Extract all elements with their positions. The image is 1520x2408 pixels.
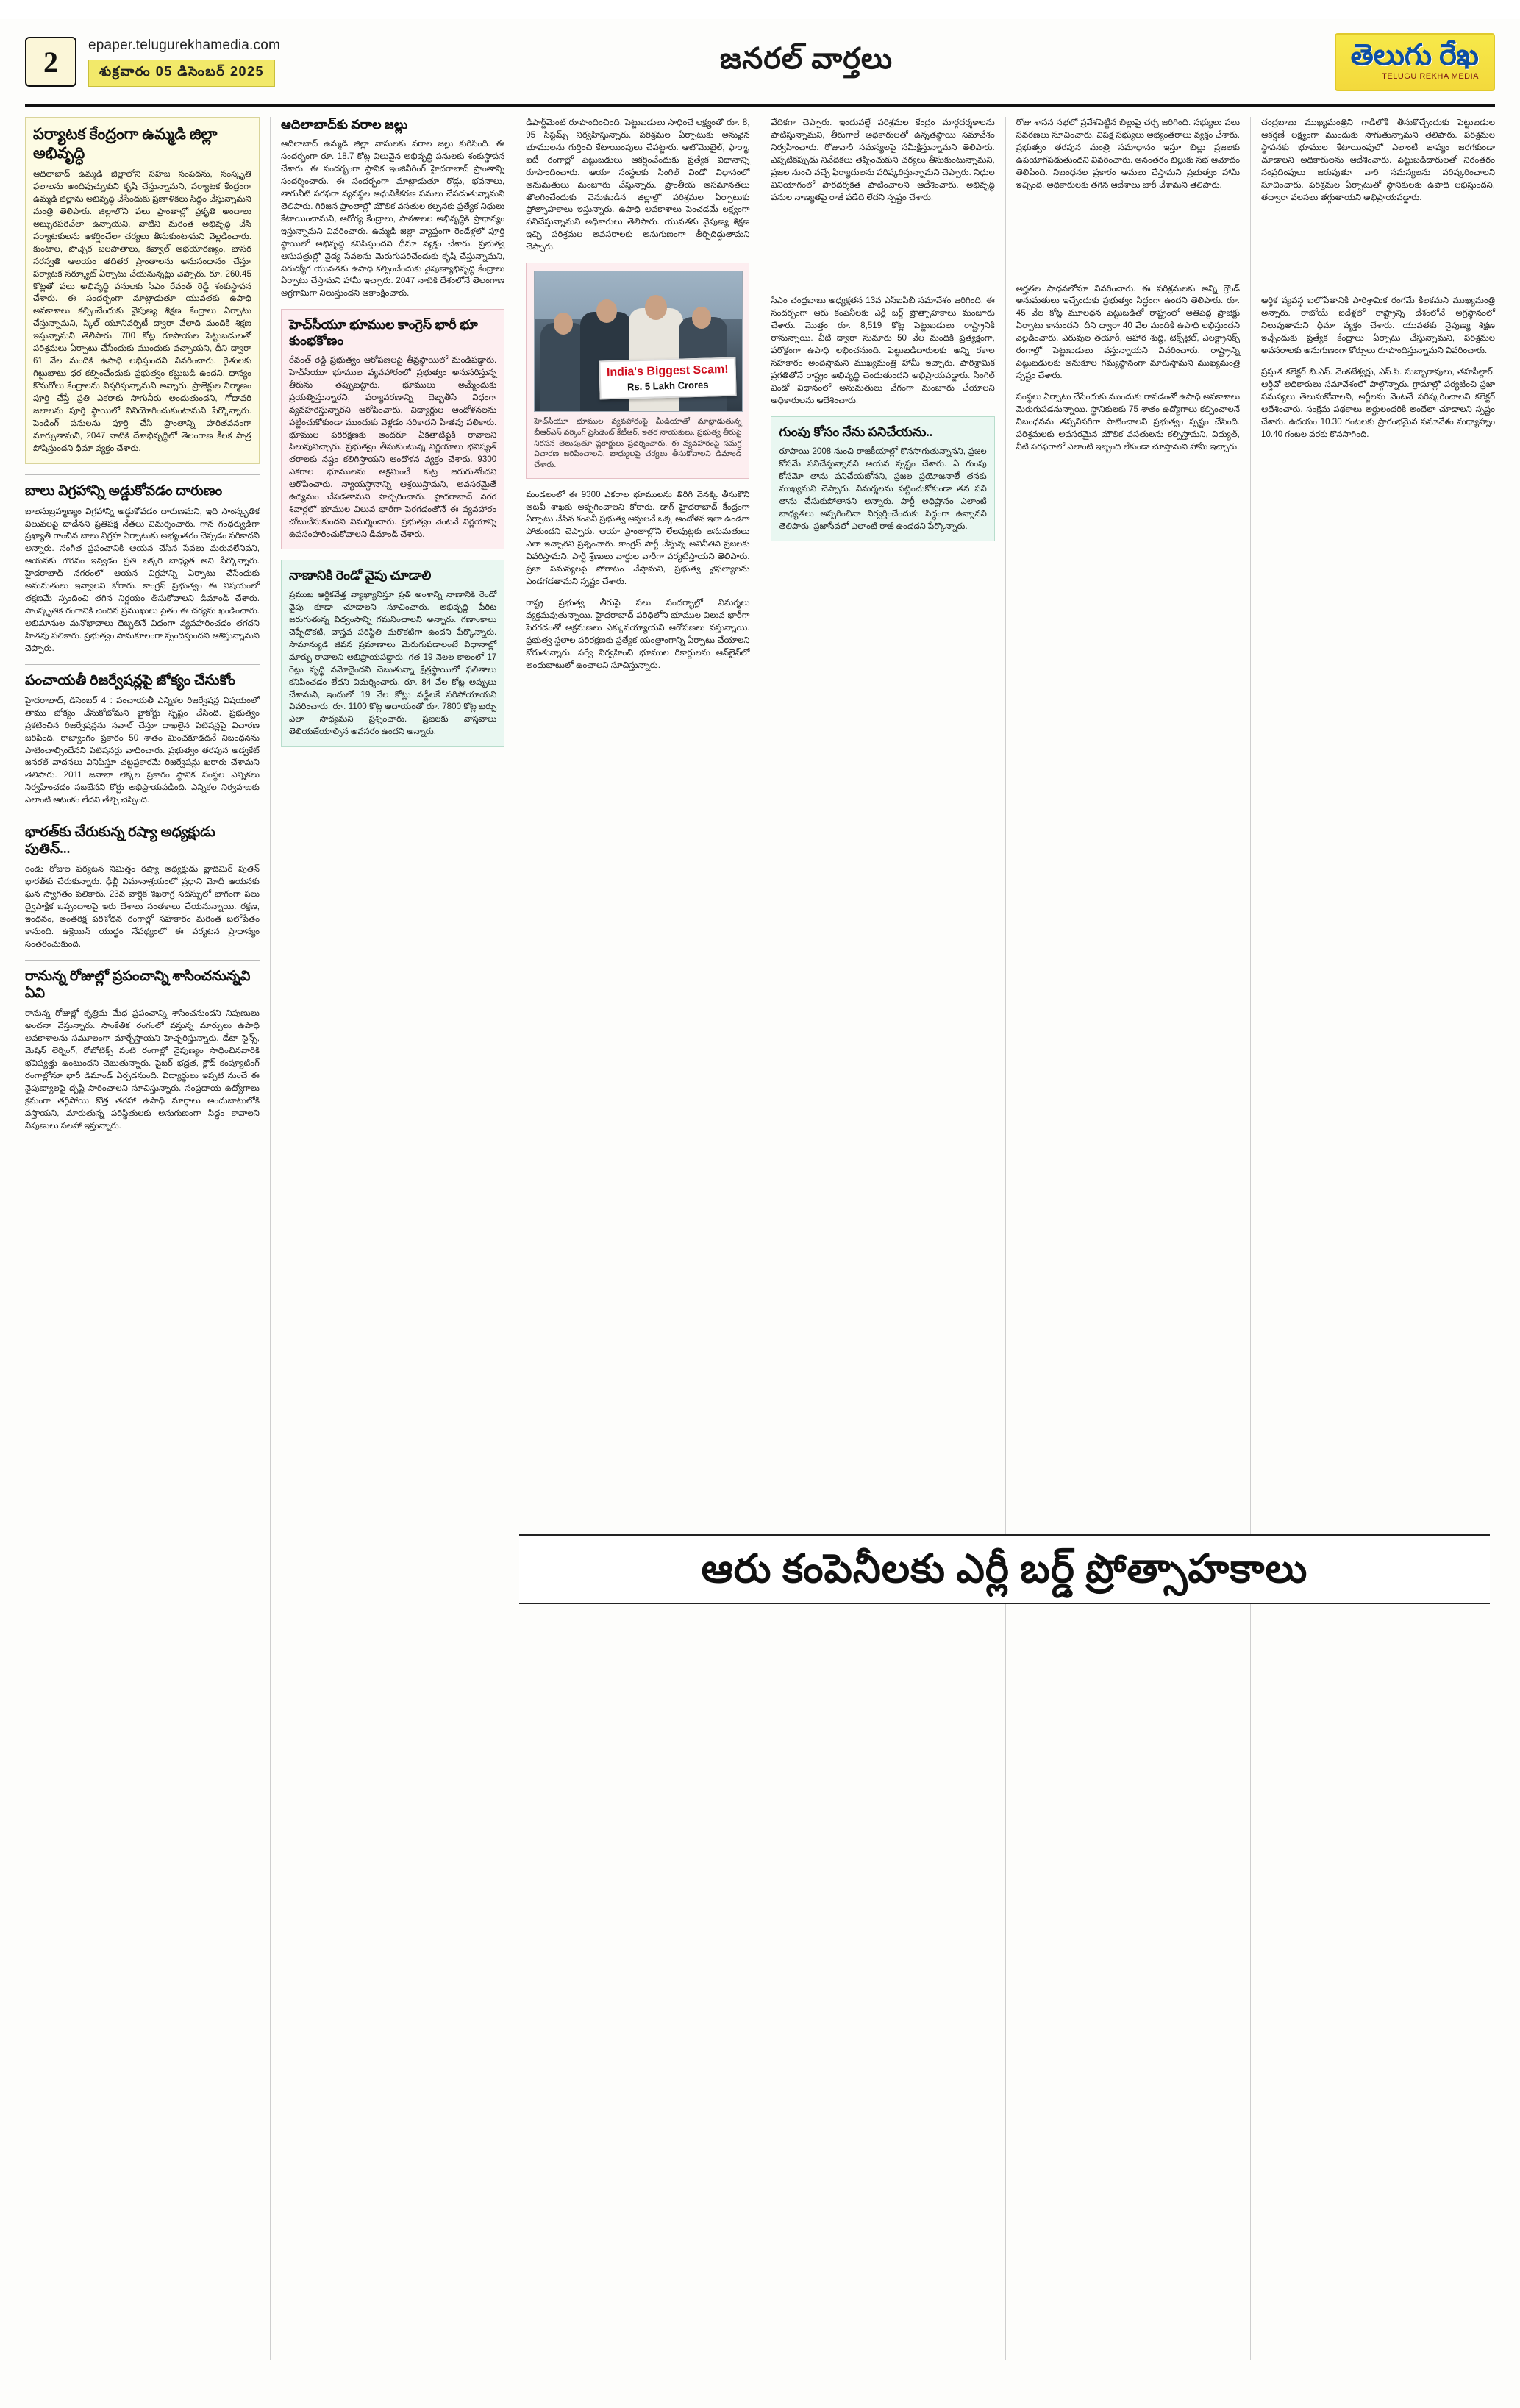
article-tourism-development	[25, 117, 260, 464]
article-body: ప్రముఖ ఆర్థికవేత్త వ్యాఖ్యానిస్తూ ప్రతి అంశాన్ని నాణానికి రెండో వైపు కూడా చూడాలని సూచించారు. అభివృద్ధి పేరిట జరుగుతున్న విధ్వంసాన్ని గమనించాలని అన్నారు. గణాంకాలు చెప్పేదొకటి, వాస్తవ పరిస్థితి మరొకటిగా ఉందని పేర్కొన్నారు. సామాన్యుడి జీవన ప్రమాణాలు మెరుగుపడాలంటే విధానాల్లో మార్పు రావాలని అభిప్రాయపడ్డారు. గత 19 నెలల కాలంలో 17 రెట్లు వృద్ధి నమోదైందని చెబుతున్నా క్షేత్రస్థాయిలో ఫలితాలు కనిపించడం లేదని విమర్శించారు. రూ. 84 వేల కోట్ల అప్పులు చేశామని, ఇందులో 19 వేల కోట్లు వడ్డీలకే సరిపోయాయని వివరించారు. రూ. 1100 కోట్ల ఆదాయంతో రూ. 7800 కోట్ల ఖర్చు ఎలా సాధ్యమని ప్రశ్నించారు. ప్రజలకు వాస్తవాలు తెలియజేయాల్సిన అవసరం ఉందని అన్నారు.	[288, 590, 497, 737]
photo-person	[540, 323, 586, 411]
article-collector-meeting: ప్రస్తుత కలెక్టర్ బి.ఎస్. వెంకటేశ్వర్లు, ఎస్.పి. సుబ్బారావులు, తహసీల్దార్, ఆర్డీవో అధికారులు సమావేశంలో పాల్గొన్నారు. గ్రామాల్లో పర్యటించి ప్రజా సమస్యలు తెలుసుకోవాలని, అర్జీలను వెంటనే పరిష్కరించాలని కలెక్టర్ ఆదేశించారు. సంక్షేమ పథకాలు అర్హులందరికీ అందేలా చూడాలని స్పష్టం చేశారు. ఉదయం 10.30 గంటలకు ప్రారంభమైన సమావేశం మధ్యాహ్నం 10.40 గంటల వరకు కొనసాగింది.	[1261, 367, 1495, 439]
article-employment-note: సంస్థలు ఏర్పాటు చేసేందుకు ముందుకు రావడంతో ఉపాధి అవకాశాలు మెరుగుపడనున్నాయి. స్థానికులకు 75 శాతం ఉద్యోగాలు కల్పించాలనే నిబంధనను తప్పనిసరిగా పాటించాలని ప్రభుత్వం స్పష్టం చేసింది. పరిశ్రమలకు అవసరమైన మౌలిక వసతులను కల్పిస్తామని, విద్యుత్, నీటి సరఫరాలో ఎలాంటి ఇబ్బంది లేకుండా చూస్తామని హామీ ఇచ్చారు.	[1016, 391, 1241, 452]
newspaper-page	[0, 19, 1520, 2408]
divider	[25, 664, 260, 665]
article-body: రూపాయి 2008 నుంచి రాజకీయాల్లో కొనసాగుతున్నానని, ప్రజల కోసమే పనిచేస్తున్నానని ఆయన స్పష్టం చేశారు. ఏ గుంపు కోసమో తాను పనిచేయబోనని, ప్రజల ప్రయోజనాలే తనకు ముఖ్యమని చెప్పారు. విమర్శలను పట్టించుకోకుండా తన పని తాను చేసుకుపోతానని అన్నారు. పార్టీ అధిష్టానం ఎలాంటి బాధ్యతలు అప్పగించినా నిర్వర్తించేందుకు సిద్ధంగా ఉన్నానని తెలిపారు. ప్రజాసేవలో ఎలాంటి రాజీ ఉండదని పేర్కొన్నారు.	[779, 446, 987, 531]
article-panchayat-reservations	[25, 672, 260, 807]
article-continuation-investments: డిపార్ట్‌మెంట్ రూపొందించింది. పెట్టుబడులు సాధించే లక్ష్యంతో రూ. 8, 95 సిస్టమ్స్ నిర్వహిస్తున్నారు. పరిశ్రమల ఏర్పాటుకు అనువైన భూములను గుర్తించి కేటాయింపులు చేపట్టారు. ఆటోమొబైల్, ఫార్మా, ఐటీ రంగాల్లో పెట్టుబడులు ఆకర్షించేందుకు ప్రత్యేక విధానాన్ని రూపొందించారు. ఆయా సంస్థలకు సింగిల్ విండో విధానంలో అనుమతులు మంజూరు చేస్తున్నారు. ప్రాంతీయ అసమానతలు తొలగించేందుకు వెనుకబడిన జిల్లాల్లో పరిశ్రమల ఏర్పాటుకు ప్రోత్సాహకాలు ఇస్తున్నారు. ఉపాధి అవకాశాలు పెంచడమే లక్ష్యంగా పనిచేస్తున్నామని అధికారులు తెలిపారు. యువతకు నైపుణ్య శిక్షణ ఇచ్చి పరిశ్రమల అవసరాలకు అనుగుణంగా తీర్చిదిద్దుతామని చెప్పారు.	[526, 118, 750, 252]
article-body: బాలసుబ్రహ్మణ్యం విగ్రహాన్ని అడ్డుకోవడం దారుణమని, ఇది సాంస్కృతిక విలువలపై దాడేనని ప్రతిపక్ష నేతలు విమర్శించారు. గాన గంధర్వుడిగా ప్రఖ్యాతి గాంచిన బాలు విగ్రహ ఏర్పాటుకు అభ్యంతరం చెప్పడం సరికాదని అన్నారు. సంగీత ప్రపంచానికి ఆయన చేసిన సేవలు మరువలేనివని, ఆయనకు గౌరవం ఇవ్వడం ప్రతి ఒక్కరి బాధ్యత అని పేర్కొన్నారు. హైదరాబాద్ నగరంలో ఆయన విగ్రహాన్ని ఏర్పాటు చేసేందుకు అనుమతులు ఇవ్వాలని కోరారు. కాంగ్రెస్ ప్రభుత్వం ఈ విషయంలో తక్షణమే స్పందించి తగిన నిర్ణయం తీసుకోవాలని డిమాండ్ చేశారు. సాంస్కృతిక రంగానికి చెందిన ప్రముఖులు సైతం ఈ చర్యను ఖండించారు. అభిమానుల మనోభావాలు దెబ్బతినే విధంగా వ్యవహరించడం తగదని హితవు పలికారు. ప్రభుత్వం సానుకూలంగా స్పందిస్తుందని ఆశిస్తున్నామని చెప్పారు.	[25, 506, 260, 653]
article-continuation-guidelines: వేదికగా చెప్పారు. ఇందువల్లే పరిశ్రమల కేంద్రం మార్గదర్శకాలను పాటిస్తున్నామని, తీరుగాలే అధికారులతో ఉన్నతస్థాయి సమావేశం నిర్వహించారు. రోజువారీ సమస్యలపై సమీక్షిస్తున్నామని తెలిపారు. ఎప్పటికప్పుడు నివేదికలు తెప్పించుకుని చర్యలు తీసుకుంటున్నామని, ప్రజల నుంచి వచ్చే ఫిర్యాదులను పరిష్కరిస్తున్నామని చెప్పారు. నిధుల వినియోగంలో పారదర్శకత పాటించాలని ఆదేశించారు. అభివృద్ధి పనుల నాణ్యతపై రాజీ పడేది లేదని స్పష్టం చేశారు.	[771, 118, 995, 202]
article-sipb-meeting: సీఎం చంద్రబాబు అధ్యక్షతన 13వ ఎస్‌ఐపీబీ సమావేశం జరిగింది. ఈ సందర్భంగా ఆరు కంపెనీలకు ఎర్లీ బర్డ్ ప్రోత్సాహకాలు మంజూరు చేశారు. మొత్తం రూ. 8,519 కోట్ల పెట్టుబడులు రాష్ట్రానికి రానున్నాయి. వీటి ద్వారా సుమారు 50 వేల మందికి ప్రత్యక్షంగా, పరోక్షంగా ఉపాధి లభించనుంది. పెట్టుబడిదారులకు అన్ని రకాల సహకారం అందిస్తామని ముఖ్యమంత్రి హామీ ఇచ్చారు. పారిశ్రామిక ప్రగతితోనే రాష్ట్రం అభివృద్ధి చెందుతుందని అభిప్రాయపడ్డారు. సింగిల్ విండో విధానంలో అనుమతులు వేగంగా మంజూరు చేయాలని అధికారులను ఆదేశించారు.	[771, 296, 995, 405]
article-body: ఆదిలాబాద్ ఉమ్మడి జిల్లా వాసులకు వరాల జల్లు కురిసింది. ఈ సందర్భంగా రూ. 18.7 కోట్ల విలువైన అభివృద్ధి పనులకు శంకుస్థాపన చేశారు. ఈ సందర్భంగా స్థానిక ఇంజినీరింగ్ హైదరాబాద్ ప్రాంతాన్ని సందర్శించారు. ఈ సందర్భంగా మాట్లాడుతూ రోడ్లు, భవనాలు, తాగునీటి సరఫరా వ్యవస్థల ఆధునికీకరణ పనులు చేపడుతున్నామని తెలిపారు. గిరిజన ప్రాంతాల్లో మౌలిక వసతుల కల్పనకు ప్రత్యేక నిధులు కేటాయించామని, ఆరోగ్య కేంద్రాలు, పాఠశాలల అభివృద్ధికి ప్రాధాన్యం ఇస్తున్నామని వివరించారు. ఉమ్మడి జిల్లా వ్యాప్తంగా రెండేళ్లలో పూర్తి స్థాయిలో అభివృద్ధి కనిపిస్తుందని ధీమా వ్యక్తం చేశారు. ప్రభుత్వ ఆసుపత్రుల్లో వైద్య సేవలను మెరుగుపరిచేందుకు కృషి చేస్తున్నామని, నిరుద్యోగ యువతకు ఉపాధి కల్పించేందుకు నైపుణ్యాభివృద్ధి కేంద్రాలు ఏర్పాటు చేస్తామని హామీ ఇచ్చారు. 2047 నాటికి దేశంలోనే తెలంగాణ అగ్రగామిగా నిలుస్తుందని ఆకాంక్షించారు.	[280, 139, 505, 299]
column-4	[760, 117, 1005, 2360]
article-land-closing: రాష్ట్ర ప్రభుత్వ తీరుపై పలు సందర్భాల్లో విమర్శలు వ్యక్తమవుతున్నాయి. హైదరాబాద్ పరిధిలోని భూముల విలువ భారీగా పెరగడంతో ఆక్రమణలు ఎక్కువయ్యాయని ఆరోపణలు వస్తున్నాయి. ప్రభుత్వ స్థలాల పరిరక్షణకు ప్రత్యేక యంత్రాంగాన్ని ఏర్పాటు చేయాలని కోరుతున్నారు. సర్వే నిర్వహించి భూముల రికార్డులను ఆన్‌లైన్‌లో అందుబాటులో ఉంచాలని సూచిస్తున్నారు.	[526, 597, 750, 670]
column-1	[25, 117, 270, 2360]
article-body: రేవంత్ రెడ్డి ప్రభుత్వం ఆరోపణలపై తీవ్రస్థాయిలో మండిపడ్డారు. హెచ్‌సీయూ భూముల వ్యవహారంలో ప్రభుత్వం అనుసరిస్తున్న తీరును తప్పుబట్టారు. భూములు అమ్మేందుకు ప్రయత్నిస్తున్నారని, పర్యావరణాన్ని దెబ్బతీసే విధంగా వ్యవహరిస్తున్నారని ఆరోపించారు. విద్యార్థుల ఆందోళనలను పట్టించుకోకుండా ముందుకు వెళ్లడం సరికాదని హితవు పలికారు. భూముల పరిరక్షణకు అందరూ ఏకతాటిపైకి రావాలని పిలుపునిచ్చారు. ప్రభుత్వం తీసుకుంటున్న నిర్ణయాలు భవిష్యత్ తరాలకు నష్టం కలిగిస్తాయని ఆందోళన వ్యక్తం చేశారు. 9300 ఎకరాల భూములను ఆక్రమించే కుట్ర జరుగుతోందని ఆరోపించారు. న్యాయస్థానాన్ని ఆశ్రయిస్తామని, అవసరమైతే ఉద్యమం చేపడతామని హెచ్చరించారు. హైదరాబాద్ నగర శివార్లలో భూముల విలువ భారీగా పెరగడంతోనే ఈ వ్యవహారం చోటుచేసుకుందని విమర్శించారు. ప్రభుత్వం వెంటనే నిర్ణయాన్ని ఉపసంహరించుకోవాలని డిమాండ్ చేశారు.	[288, 355, 497, 539]
article-other-side-of-coin	[281, 560, 504, 747]
article-adilabad-grants	[281, 117, 504, 300]
column-3	[515, 117, 760, 2360]
masthead	[25, 19, 1495, 107]
headline: ఆదిలాబాద్‌కు వరాల జల్లు	[280, 117, 408, 132]
article-assembly-bill: రోజు శాసన సభలో ప్రవేశపెట్టిన బిల్లుపై చర్చ జరిగింది. సభ్యులు పలు సవరణలు సూచించారు. విపక్ష సభ్యులు అభ్యంతరాలు వ్యక్తం చేశారు. ప్రభుత్వం తరపున మంత్రి సమాధానం ఇస్తూ బిల్లు ప్రజలకు ఉపయోగపడుతుందని వివరించారు. అనంతరం బిల్లుకు సభ ఆమోదం తెలిపింది. నిబంధనల ప్రకారం అమలు చేస్తామని ప్రభుత్వం హామీ ఇచ్చింది. అధికారులకు తగిన ఆదేశాలు జారీ చేశామని తెలిపారు.	[1016, 118, 1241, 190]
banner-headline-block	[519, 1534, 1490, 1604]
article-not-for-crowd	[771, 416, 994, 541]
masthead-left	[88, 38, 382, 87]
protest-placard	[599, 357, 737, 400]
article-hcu-land-scam	[281, 309, 504, 549]
divider	[25, 474, 260, 475]
article-body: ఆదిలాబాద్ ఉమ్మడి జిల్లాలోని సహజ సంపదను, సంస్కృతి ఫలాలను అందిపుచ్చుకుని కృషి చేస్తున్నామని, పర్యాటక కేంద్రంగా ఉమ్మడి జిల్లాను అభివృద్ధి చేసేందుకు ప్రణాళికలు సిద్ధం చేస్తున్నామని మంత్రి తెలిపారు. జిల్లాలోని పలు ప్రాంతాల్లో ప్రకృతి అందాలు అబ్బురపరిచేలా ఉన్నాయని, వాటిని మరింత అభివృద్ధి చేసి పర్యాటకులను ఆకర్షించేలా చర్యలు తీసుకుంటామని వెల్లడించారు. కుంటాల, పొచ్చెర జలపాతాలు, కవ్వాల్ అభయారణ్యం, బాసర సరస్వతి ఆలయం తదితర ప్రాంతాలను అనుసంధానం చేస్తూ పర్యాటక సర్క్యూట్ ఏర్పాటు చేయనున్నట్లు చెప్పారు. రూ. 260.45 కోట్లతో పలు అభివృద్ధి పనులకు సీఎం రేవంత్ రెడ్డి శంకుస్థాపన చేశారు. ఈ సందర్భంగా మాట్లాడుతూ యువతకు ఉపాధి అవకాశాలు కల్పించేందుకు నైపుణ్య శిక్షణ కేంద్రాలు ఏర్పాటు చేస్తున్నామని, స్కిల్ యూనివర్సిటీ ద్వారా వేలాది మందికి శిక్షణ ఇస్తున్నామని తెలిపారు. 700 కోట్ల రూపాయల పెట్టుబడులతో పరిశ్రమలు ఏర్పాటు చేసేందుకు ముందుకు వచ్చాయని, దీని ద్వారా 61 వేల మందికి ఉపాధి లభిస్తుందని వివరించారు. రైతులకు గిట్టుబాటు ధర కల్పించేందుకు ప్రభుత్వం కట్టుబడి ఉందని, ధాన్యం కొనుగోలు కేంద్రాలను విస్తరిస్తున్నామని అన్నారు. ప్రాజెక్టుల నిర్మాణం పూర్తి చేస్తే ప్రతి ఎకరాకు సాగునీరు అందుతుందని, గోదావరి జలాలను పూర్తి స్థాయిలో వినియోగించుకుంటామని పేర్కొన్నారు. పెండింగ్ పనులను పూర్తి చేసి ప్రాంతాన్ని హరితవనంగా మార్చుతామని, 2047 నాటికి దేశాభివృద్ధిలో తెలంగాణ కీలక పాత్ర పోషిస్తుందని ధీమా వ్యక్తం చేశారు.	[33, 169, 251, 453]
banner-spacer	[1016, 201, 1240, 283]
divider	[25, 960, 260, 961]
headline: భారత్‌కు చేరుకున్న రష్యా అధ్యక్షుడు పుతిన్...	[25, 824, 215, 858]
headline: నాణానికి రెండో వైపు చూడాలి	[288, 567, 432, 583]
article-cm-investments: చంద్రబాబు ముఖ్యమంత్రిని గాడిలోకి తీసుకొచ్చేందుకు పెట్టుబడుల ఆకర్షణే లక్ష్యంగా ముందుకు సాగుతున్నామని తెలిపారు. పరిశ్రమల స్థాపనకు భూముల కేటాయింపులో ఎలాంటి జాప్యం జరగకుండా చూడాలని అధికారులను ఆదేశించారు. పెట్టుబడిదారులతో నిరంతరం సంప్రదింపులు జరుపుతూ వారి సమస్యలను పరిష్కరించాలని సూచించారు. పరిశ్రమల ఏర్పాటుతో స్థానికులకు ఉపాధి లభిస్తుందని, తద్వారా వలసలు తగ్గుతాయని అభిప్రాయపడ్డారు.	[1261, 118, 1495, 202]
headline: పర్యాటక కేంద్రంగా ఉమ్మడి జిల్లా అభివృద్ధి	[33, 125, 218, 162]
column-2	[270, 117, 515, 2360]
publication-date: శుక్రవారం 05 డిసెంబర్ 2025	[88, 60, 275, 87]
placard-line-1: India's Biggest Scam!	[607, 363, 729, 380]
article-body: రెండు రోజుల పర్యటన నిమిత్తం రష్యా అధ్యక్షుడు వ్లాదిమిర్ పుతిన్ భారత్‌కు చేరుకున్నారు. ఢిల్లీ విమానాశ్రయంలో ప్రధాని మోదీ ఆయనకు ఘన స్వాగతం పలికారు. 23వ వార్షిక శిఖరాగ్ర సదస్సులో భాగంగా పలు ద్వైపాక్షిక ఒప్పందాలపై ఇరు దేశాలు సంతకాలు చేయనున్నాయి. రక్షణ, ఇంధనం, అంతరిక్ష పరిశోధన రంగాల్లో సహకారం మరింత బలోపేతం కానుంది. ఉక్రెయిన్ యుద్ధం నేపథ్యంలో ఈ పర్యటన ప్రాధాన్యం సంతరించుకుంది.	[25, 864, 260, 949]
article-economy-note: ఆర్థిక వ్యవస్థ బలోపేతానికి పారిశ్రామిక రంగమే కీలకమని ముఖ్యమంత్రి అన్నారు. రాబోయే ఐదేళ్లలో రాష్ట్రాన్ని దేశంలోనే అగ్రస్థానంలో నిలుపుతామని ధీమా వ్యక్తం చేశారు. యువతకు నైపుణ్య శిక్షణ ఇచ్చేందుకు ప్రత్యేక కేంద్రాలు ఏర్పాటు చేస్తున్నామని, పరిశ్రమల అవసరాలకు అనుగుణంగా కోర్సులు రూపొందిస్తున్నామని వివరించారు.	[1261, 296, 1495, 356]
article-body: హైదరాబాద్, డిసెంబర్ 4 : పంచాయతీ ఎన్నికల రిజర్వేషన్ల విషయంలో తాము జోక్యం చేసుకోబోమని హైకోర్టు స్పష్టం చేసింది. ప్రభుత్వం ప్రకటించిన రిజర్వేషన్లను సవాల్ చేస్తూ దాఖలైన పిటిషన్లపై విచారణ జరిపింది. రాజ్యాంగం ప్రకారం 50 శాతం మించకూడదనే నిబంధనను పాటించాల్సిందేనని పిటిషనర్లు వాదించారు. ప్రభుత్వం తరపున అడ్వకేట్ జనరల్ వాదనలు వినిపిస్తూ చట్టప్రకారమే రిజర్వేషన్లు ఖరారు చేశామని తెలిపారు. 2011 జనాభా లెక్కల ప్రకారం స్థానిక సంస్థల ఎన్నికలు నిర్వహించడం సబబేనని కోర్టు అభిప్రాయపడింది. ఎన్నికల నిర్వహణకు ఎలాంటి ఆటంకం లేదని తేల్చి చెప్పింది.	[25, 695, 260, 805]
brand	[1230, 33, 1495, 91]
news-photo	[534, 271, 743, 412]
headline: బాలు విగ్రహాన్ని అడ్డుకోవడం దారుణం	[25, 483, 223, 499]
headline: పంచాయతీ రిజర్వేషన్లపై జోక్యం చేసుకోం	[25, 672, 236, 688]
article-land-continuation: మండలంలో ఈ 9300 ఎకరాల భూములను తిరిగి వెనక్కి తీసుకొని అటవీ శాఖకు అప్పగించాలని కోరారు. డాగ్ హైదరాబాద్ కేంద్రంగా ఏర్పాటు చేసిన కంపెనీ ప్రభుత్వ ఆస్తులనే ఒక్క ఆందోళన ఇలా ఉండగా పోతుందని చెప్పారు. ఆయా ప్రాంతాల్లోని లేఅవుట్లకు అనుమతులు ఎలా ఇచ్చారని ప్రశ్నించారు. కాంగ్రెస్ పార్టీ చేస్తున్న అవినీతిని ప్రజలకు వివరిస్తామని, పార్టీ శ్రేణులు వార్డుల వారీగా పర్యటిస్తాయని తెలిపారు. ప్రజా సమస్యలపై పోరాటం చేస్తామని, ప్రభుత్వ వైఫల్యాలను ఎండగడతామని స్పష్టం చేశారు.	[526, 489, 750, 587]
brand-logo	[1335, 33, 1495, 91]
banner-headline: ఆరు కంపెనీలకు ఎర్లీ బర్డ్ ప్రోత్సాహకాలు	[701, 1547, 1308, 1591]
photo-caption: హెచ్‌సీయూ భూముల వ్యవహారంపై మీడియాతో మాట్లాడుతున్న బీఆర్ఎస్ వర్కింగ్ ప్రెసిడెంట్ కేటీఆర్, ఇతర నాయకులు. ప్రభుత్వ తీరుపై నిరసన తెలుపుతూ ప్లకార్డులు ప్రదర్శించారు. ఈ వ్యవహారంపై సమగ్ర విచారణ జరిపించాలని, బాధ్యులపై చర్యలు తీసుకోవాలని డిమాండ్ చేశారు.	[534, 417, 742, 469]
headline: గుంపు కోసం నేను పనిచేయను..	[779, 424, 933, 439]
page-title: జనరల్ వార్తలు	[719, 41, 893, 75]
epaper-url[interactable]: epaper.telugurekhamedia.com	[88, 37, 281, 53]
page-number: 2	[25, 37, 76, 87]
banner-spacer	[1261, 213, 1495, 295]
article-body: రానున్న రోజుల్లో కృత్రిమ మేధ ప్రపంచాన్ని శాసించనుందని నిపుణులు అంచనా వేస్తున్నారు. సాంకేతిక రంగంలో వస్తున్న మార్పులు ఉపాధి అవకాశాలను సమూలంగా మార్చేస్తాయని హెచ్చరిస్తున్నారు. డేటా సైన్స్, మెషిన్ లెర్నింగ్, రోబోటిక్స్ వంటి రంగాల్లో నైపుణ్యం సాధించినవారికి భవిష్యత్తు ఉంటుందని చెబుతున్నారు. సైబర్ భద్రత, క్లౌడ్ కంప్యూటింగ్ రంగాల్లోనూ భారీ డిమాండ్ ఏర్పడనుంది. విద్యార్థులు ఇప్పటి నుంచే ఈ నైపుణ్యాలపై దృష్టి సారించాలని సూచిస్తున్నారు. సంప్రదాయ ఉద్యోగాలు క్రమంగా తగ్గిపోయి కొత్త తరహా ఉపాధి మార్గాలు అందుబాటులోకి వస్తాయని, మారుతున్న పరిస్థితులకు అనుగుణంగా సిద్ధం కావాలని నిపుణులు సలహా ఇస్తున్నారు.	[25, 1008, 260, 1130]
article-incentives-continuation: అర్హతల సాధనలోనూ వివరించారు. ఈ పరిశ్రమలకు అన్ని గ్రౌండ్ అనుమతులు ఇచ్చేందుకు ప్రభుత్వం సిద్ధంగా ఉందని తెలిపారు. రూ. 45 వేల కోట్ల మూలధన పెట్టుబడితో రాష్ట్రంలో అతిపెద్ద ప్రాజెక్టు ఏర్పాటు కానుందని, దీని ద్వారా 40 వేల మందికి ఉపాధి లభిస్తుందని వెల్లడించారు. ఎరువుల తయారీ, ఆహార శుద్ధి, టెక్స్‌టైల్, ఎలక్ట్రానిక్స్ రంగాల్లో పెట్టుబడులు వస్తున్నాయని వివరించారు. రాష్ట్రాన్ని పెట్టుబడులకు అనుకూల గమ్యస్థానంగా మారుస్తామని ముఖ్యమంత్రి స్పష్టం చేశారు.	[1016, 283, 1241, 380]
column-5	[1005, 117, 1250, 2360]
brand-name: తెలుగు రేఖ	[1350, 38, 1479, 71]
placard-line-2: Rs. 5 Lakh Crores	[627, 379, 710, 393]
headline: హెచ్‌సీయూ భూముల కాంగ్రెస్ భారీ భూ కుంభకోణం	[288, 317, 478, 348]
article-future-technology	[25, 968, 260, 1133]
article-putin-india-visit	[25, 824, 260, 951]
column-6	[1250, 117, 1495, 2360]
headline: రానున్న రోజుల్లో ప్రపంచాన్ని శాసించనున్నవి ఏవి	[25, 968, 251, 1002]
photo-story-block	[526, 263, 749, 478]
banner-spacer	[771, 213, 994, 295]
article-grid	[25, 117, 1495, 2360]
article-balu-statue	[25, 482, 260, 655]
brand-subtitle: TELUGU REKHA MEDIA	[1382, 71, 1479, 81]
